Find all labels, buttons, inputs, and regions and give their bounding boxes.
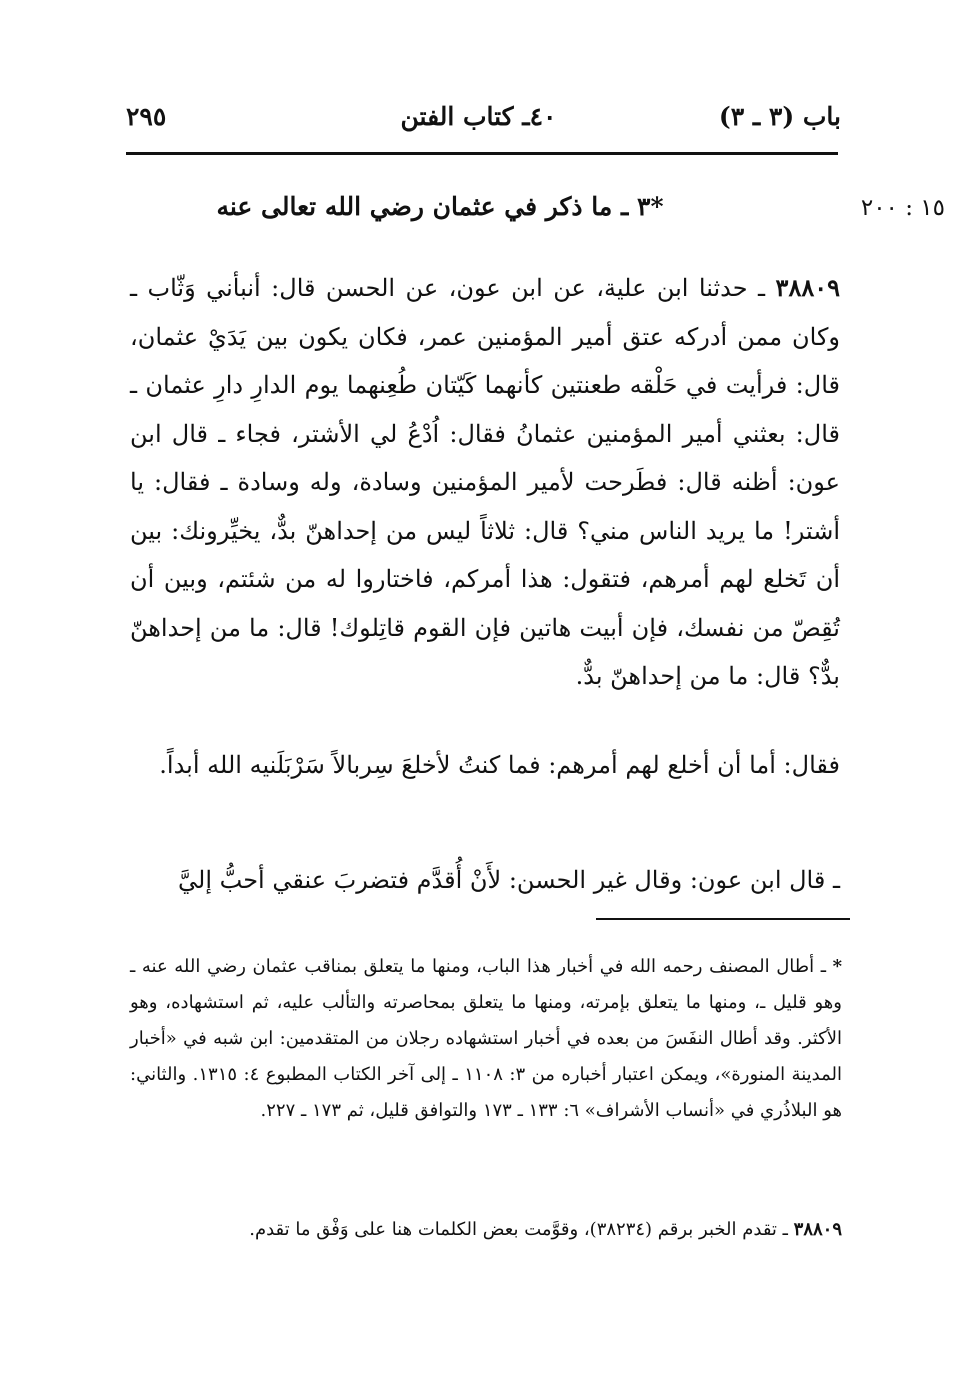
hadith-text: ـ حدثنا ابن علية، عن ابن عون، عن الحسن قال: أنبأني وَثّاب ـ وكان ممن أدركه عتق أمير المؤمنين عمر، فكان يكون بين يَدَيْ عثمان، قال: فرأيت في حَلْقه طعنتين كأنهما كَيّتان طُعِنهما يوم الدارِ دارِ عثمان ـ قال: بعثني أمير المؤمنين عثمانُ فقال: اُدْعُ لي الأشتر، فجاء ـ قال ابن عون: أظنه قال: فطَرحت لأمير المؤمنين وسادة، وله وسادة ـ فقال: يا أشتر! ما يريد الناس مني؟ قال: ثلاثاً ليس من إحداهنّ بدٌّ، يخيِّرونك: بين أن تَخلع لهم أمرهم، فتقول: هذا أمركم، فاختاروا له من شئتم، وبين أن تُقِصّ من نفسك، فإن أبيت هاتين فإن القوم قاتِلوك! قال: ما من إحداهنّ بدٌّ؟ قال: ما من إحداهنّ بدٌّ.: [130, 274, 841, 690]
page-number: ٢٩٥: [126, 102, 167, 131]
paragraph: [130, 856, 840, 905]
footnote-text: ـ أطال المصنف رحمه الله في أخبار هذا الباب، ومنها ما يتعلق بمناقب عثمان رضي الله عنه ـ وهو قليل ـ، ومنها ما يتعلق بإمرته، ومنها ما يتعلق بمحاصرته والتألب عليه، ثم استشهاده، وهو الأكثر. وقد أطال النفَسَ من بعده في أخبار استشهاده رجلان من المتقدمين: ابن شبه في «أخبار المدينة المنورة»، ويمكن اعتبار أخباره من ٣: ١١٠٨ ـ إلى آخر الكتاب المطبوع ٤: ١٣١٥. والثاني: هو البلاذُري في «أنساب الأشراف» ٦: ١٣٣ ـ ١٧٣ والتوافق قليل، ثم ١٧٣ ـ ٢٢٧.: [130, 956, 842, 1121]
footnote-marker: ٣٨٨٠٩: [793, 1219, 842, 1240]
paragraph: [130, 741, 840, 790]
footnote: [130, 1212, 842, 1248]
footnote-rule: [596, 918, 850, 920]
margin-reference: ١٥ : ٢٠٠: [860, 195, 945, 221]
footnote-text: ـ تقدم الخبر برقم (٣٨٢٣٤)، وقوَّمت بعض الكلمات هنا على وَفْق ما تقدم.: [249, 1219, 794, 1240]
hadith-number: ٣٨٨٠٩: [775, 273, 840, 302]
hadith-paragraph: [130, 264, 840, 701]
paragraph-text: ـ قال ابن عون: وقال غير الحسن: لأَنْ أُقدَّم فتضربَ عنقي أحبُّ إليَّ: [178, 866, 840, 894]
paragraph-text: فقال: أما أن أخلع لهم أمرهم: فما كنتُ لأخلعَ سِربالاً سَرْبَلَنيه الله أبداً.: [159, 751, 840, 779]
header-rule: [126, 152, 838, 155]
footnote-marker: *: [832, 956, 842, 977]
chapter-reference: باب (٣ ـ ٣): [718, 102, 841, 131]
section-title: ٣ ـ ما ذكر في عثمان رضي الله تعالى عنه*: [216, 192, 664, 221]
footnote: [130, 949, 842, 1129]
book-title: ٤٠ـ كتاب الفتن: [400, 102, 557, 131]
